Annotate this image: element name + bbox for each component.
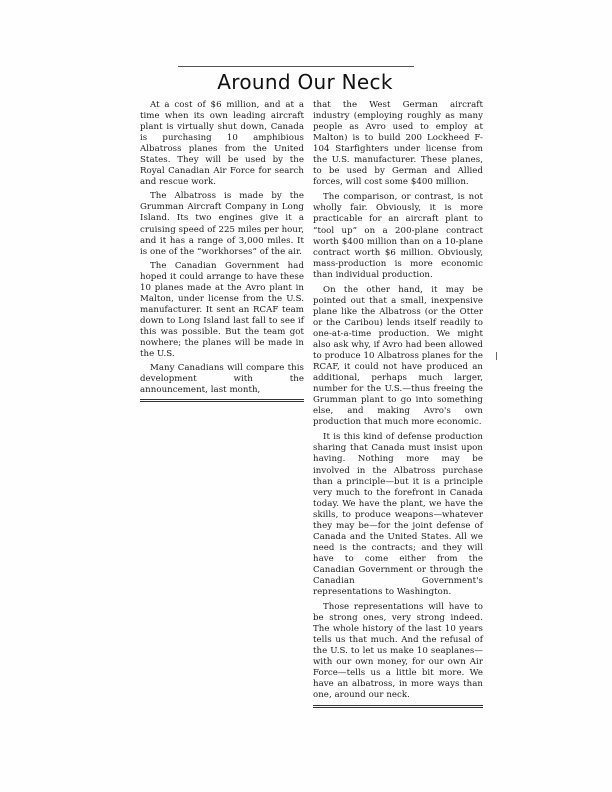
right-column bbox=[313, 100, 483, 708]
paragraph: Those representations will have to be strong ones, very strong indeed. The whole history of the last 10 years tells us that much. And the refusal of the U.S. to let us make 10 seaplanes—with our own money, for our own Air Force—tells us a little bit more. We have an albatross, in more ways than one, around our neck. bbox=[313, 602, 483, 701]
paragraph: At a cost of $6 million, and at a time when its own leading aircraft plant is virtually shut down, Canada is purchasing 10 amphibious Albatross planes from the United States. They will be used by the Royal Canadian Air Force for search and rescue work. bbox=[140, 100, 304, 188]
paragraph: Many Canadians will compare this development with the announcement, last month, bbox=[140, 363, 304, 396]
column-end-rule bbox=[140, 399, 304, 402]
paragraph: The comparison, or contrast, is not wholly fair. Obviously, it is more practicable for an aircraft plant to “tool up” on a 200-plane contract worth $400 million than on a 10-plane contract worth $6 million. Obviously, mass-production is more economic than individual production. bbox=[313, 192, 483, 280]
paragraph: It is this kind of defense production sharing that Canada must insist upon having. Nothing more may be involved in the Albatross purchase than a principle—but it is a principle very much to the forefront in Canada today. We have the plant, we have the skills, to produce weapons—whatever they may be—for the joint defense of Canada and the United States. All we need is the contracts; and they will have to come either from the Canadian Government or through the Canadian Government's representations to Washington. bbox=[313, 432, 483, 598]
top-rule bbox=[178, 66, 414, 67]
left-column bbox=[140, 100, 304, 402]
paragraph: On the other hand, it may be pointed out that a small, inexpensive plane like the Albatross (or the Otter or the Caribou) lends itself readily to one-at-a-time production. We might also ask why, if Avro had been allowed to produce 10 Albatross planes for the RCAF, it could not have produced an additional, perhaps much larger, number for the U.S.—thus freeing the Grumman plant to go into something else, and making Avro's own production that much more economic. bbox=[313, 284, 483, 428]
pencil-mark bbox=[496, 352, 497, 360]
paragraph: The Canadian Government had hoped it could arrange to have these 10 planes made at the Avro plant in Malton, under license from the U.S. manufacturer. It sent an RCAF team down to Long Island last fall to see if this was possible. But the team got nowhere; the planes will be made in the U.S. bbox=[140, 260, 304, 360]
paragraph: The Albatross is made by the Grumman Aircraft Company in Long Island. Its two engines give it a cruising speed of 225 miles per hour, and it has a range of 3,000 miles. It is one of the “workhorses” of the air. bbox=[140, 191, 304, 257]
paragraph: that the West German aircraft industry (employing roughly as many people as Avro used to employ at Malton) is to build 200 Lockheed F-104 Starfighters under license from the U.S. manufacturer. These planes, to be used by German and Allied forces, will cost some $400 million. bbox=[313, 100, 483, 188]
article-end-rule bbox=[313, 705, 483, 708]
headline: Around Our Neck bbox=[217, 70, 393, 94]
